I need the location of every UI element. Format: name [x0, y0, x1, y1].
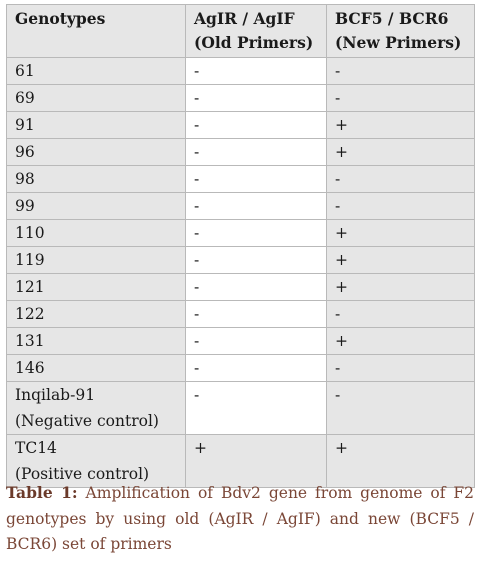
new-primer-result: -: [335, 170, 341, 188]
new-primers-header-line1: BCF5 / BCR6: [335, 9, 449, 28]
genotype-cell: [7, 112, 186, 139]
old-primer-result: -: [194, 116, 200, 134]
old-primer-result-cell: [186, 85, 327, 112]
genotype-note: (Positive control): [15, 465, 150, 483]
genotypes-header-label: Genotypes: [15, 9, 106, 28]
old-primer-result-cell: [186, 274, 327, 301]
old-primer-result-cell: [186, 112, 327, 139]
old-primer-result-cell: [186, 247, 327, 274]
genotype-cell: [7, 382, 186, 435]
old-primer-result-cell: [186, 58, 327, 85]
table-row: [7, 247, 475, 274]
table-row: [7, 58, 475, 85]
old-primer-result-cell: [186, 139, 327, 166]
new-primer-result-cell: [327, 382, 475, 435]
results-table-container: [6, 4, 474, 488]
genotype-cell: [7, 355, 186, 382]
old-primer-result: -: [194, 143, 200, 161]
new-primer-result-cell: [327, 220, 475, 247]
genotype-label: 69: [15, 89, 35, 107]
table-row: [7, 166, 475, 193]
genotype-cell: [7, 58, 186, 85]
old-primer-result-cell: [186, 355, 327, 382]
new-primers-header-line2: (New Primers): [335, 33, 462, 52]
caption-text: Amplification of Bdv2 gene from genome of F2 genotypes by using old (AgIR / AgIF) and new (BCF5 / BCR6) set of primers: [6, 484, 475, 553]
genotype-label: 131: [15, 332, 45, 350]
new-primer-result: +: [335, 251, 348, 269]
old-primer-result: -: [194, 305, 200, 323]
caption-label: Table 1:: [6, 483, 78, 502]
old-primers-column-header: [186, 5, 327, 58]
genotype-label: 91: [15, 116, 35, 134]
table-row: [7, 301, 475, 328]
genotype-label: 99: [15, 197, 35, 215]
new-primer-result: -: [335, 359, 341, 377]
old-primer-result-cell: [186, 382, 327, 435]
genotype-label: TC14: [15, 439, 57, 457]
table-row: [7, 328, 475, 355]
new-primer-result-cell: [327, 355, 475, 382]
old-primer-result: -: [194, 359, 200, 377]
genotype-cell: [7, 85, 186, 112]
new-primer-result: +: [335, 143, 348, 161]
table-row: [7, 193, 475, 220]
genotype-label: 98: [15, 170, 35, 188]
new-primer-result: -: [335, 386, 341, 404]
table-row: [7, 112, 475, 139]
old-primer-result: -: [194, 89, 200, 107]
new-primer-result-cell: [327, 247, 475, 274]
new-primer-result-cell: [327, 112, 475, 139]
old-primer-result-cell: [186, 220, 327, 247]
table-row: [7, 382, 475, 435]
new-primer-result: +: [335, 278, 348, 296]
old-primer-result-cell: [186, 301, 327, 328]
genotype-note: (Negative control): [15, 412, 159, 430]
new-primer-result: -: [335, 305, 341, 323]
genotype-cell: [7, 247, 186, 274]
table-row: [7, 220, 475, 247]
genotype-cell: [7, 274, 186, 301]
genotype-cell: [7, 166, 186, 193]
new-primer-result-cell: [327, 85, 475, 112]
genotype-cell: [7, 328, 186, 355]
old-primer-result: -: [194, 170, 200, 188]
old-primer-result: -: [194, 278, 200, 296]
table-row: [7, 355, 475, 382]
genotype-cell: [7, 301, 186, 328]
table-body: [7, 58, 475, 488]
genotype-label: 122: [15, 305, 45, 323]
genotype-label: 110: [15, 224, 45, 242]
genotype-cell: [7, 139, 186, 166]
new-primer-result: +: [335, 224, 348, 242]
genotype-cell: [7, 193, 186, 220]
table-header-row: [7, 5, 475, 58]
old-primer-result: -: [194, 224, 200, 242]
genotype-label: 96: [15, 143, 35, 161]
new-primer-result: +: [335, 439, 348, 457]
genotype-label: 121: [15, 278, 45, 296]
new-primer-result: -: [335, 89, 341, 107]
genotype-label: Inqilab-91: [15, 386, 96, 404]
old-primer-result-cell: [186, 328, 327, 355]
table-row: [7, 85, 475, 112]
old-primer-result: -: [194, 62, 200, 80]
old-primer-result: -: [194, 386, 200, 404]
old-primers-header-line2: (Old Primers): [194, 33, 314, 52]
old-primers-header-line1: AgIR / AgIF: [194, 9, 295, 28]
old-primer-result-cell: [186, 166, 327, 193]
old-primer-result: -: [194, 332, 200, 350]
new-primer-result-cell: [327, 166, 475, 193]
genotype-label: 61: [15, 62, 35, 80]
new-primer-result-cell: [327, 328, 475, 355]
old-primer-result: +: [194, 439, 207, 457]
genotypes-column-header: [7, 5, 186, 58]
old-primer-result: -: [194, 197, 200, 215]
new-primer-result: +: [335, 116, 348, 134]
genotype-label: 119: [15, 251, 45, 269]
new-primer-result: -: [335, 62, 341, 80]
new-primer-result: +: [335, 332, 348, 350]
new-primer-result-cell: [327, 193, 475, 220]
table-caption: [6, 480, 474, 558]
new-primer-result-cell: [327, 58, 475, 85]
new-primer-result-cell: [327, 139, 475, 166]
genotype-cell: [7, 220, 186, 247]
new-primer-result-cell: [327, 274, 475, 301]
table-row: [7, 274, 475, 301]
old-primer-result-cell: [186, 193, 327, 220]
new-primer-result: -: [335, 197, 341, 215]
new-primer-result-cell: [327, 301, 475, 328]
amplification-results-table: [6, 4, 475, 488]
old-primer-result: -: [194, 251, 200, 269]
table-row: [7, 139, 475, 166]
genotype-label: 146: [15, 359, 45, 377]
new-primers-column-header: [327, 5, 475, 58]
